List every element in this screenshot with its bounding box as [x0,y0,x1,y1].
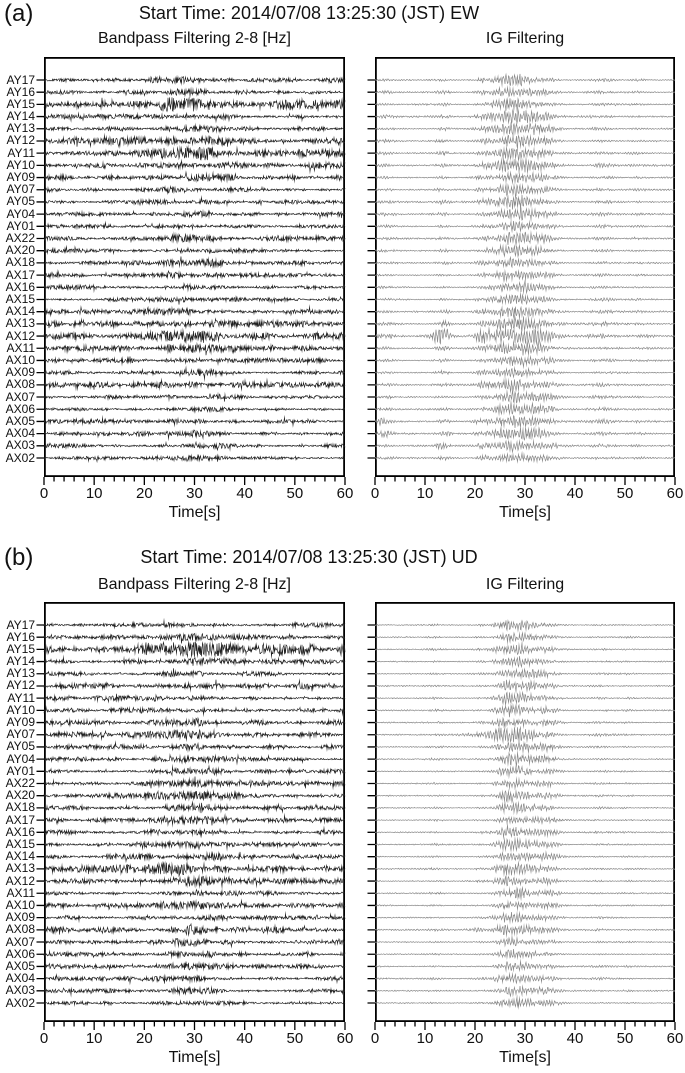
panel-a-ig-xaxis-label: Time[s] [499,504,551,521]
station-label-AX06: AX06 [5,401,35,416]
station-label-AX17: AX17 [5,812,35,827]
station-label-AY12: AY12 [6,678,35,693]
panel-b-label: (b) [4,544,34,571]
station-label-AY01: AY01 [6,763,35,778]
station-label-AY05: AY05 [6,739,35,754]
station-label-AX16: AX16 [5,824,35,839]
station-label-AY15: AY15 [6,641,35,656]
station-label-AX07: AX07 [5,934,35,949]
station-label-AY13: AY13 [6,121,35,136]
station-label-AX11: AX11 [6,340,35,355]
station-label-AX18: AX18 [5,255,35,270]
station-label-AX02: AX02 [5,995,35,1010]
x-tick-label: 20 [135,1030,153,1047]
station-label-AX14: AX14 [5,849,35,864]
seismogram-canvas-panel0-ig [365,57,685,491]
station-label-AY05: AY05 [6,194,35,209]
station-label-AX05: AX05 [5,958,35,973]
station-label-AY09: AY09 [6,715,35,730]
station-label-AY10: AY10 [6,157,35,172]
x-tick-label: 30 [186,1030,203,1047]
station-label-AY13: AY13 [6,666,35,681]
x-tick-label: 30 [186,485,203,502]
station-label-AX18: AX18 [5,800,35,815]
x-tick-label: 40 [236,485,253,502]
station-label-AY01: AY01 [6,218,35,233]
station-label-AY07: AY07 [6,182,35,197]
x-tick-label: 10 [85,485,103,502]
station-label-AY17: AY17 [6,617,35,632]
station-label-AY17: AY17 [6,72,35,87]
station-label-AY12: AY12 [6,133,35,148]
station-label-AX09: AX09 [5,910,35,925]
station-label-AX05: AX05 [5,413,35,428]
x-tick-label: 60 [666,485,684,502]
station-label-AY07: AY07 [6,727,35,742]
station-label-AX04: AX04 [5,971,35,986]
station-label-AY16: AY16 [6,629,35,644]
panel-b-bandpass-xaxis-label: Time[s] [168,1049,221,1066]
x-tick-label: 40 [566,485,584,502]
x-tick-label: 10 [85,1030,103,1047]
x-tick-label: 0 [370,485,380,502]
station-label-AY15: AY15 [6,96,35,111]
x-tick-label: 40 [566,1030,584,1047]
x-tick-label: 10 [416,1030,434,1047]
station-label-AX04: AX04 [5,426,35,441]
station-label-AX17: AX17 [5,267,35,282]
x-tick-label: 50 [286,485,304,502]
station-label-AX10: AX10 [5,897,35,912]
station-label-AY14: AY14 [6,654,35,669]
station-label-AY04: AY04 [6,751,35,766]
station-label-AY16: AY16 [6,84,35,99]
station-label-AX15: AX15 [5,836,35,851]
station-label-AY11: AY11 [7,690,35,705]
seismogram-canvas-panel1-ig [365,602,685,1036]
station-label-AX22: AX22 [5,231,35,246]
x-tick-label: 50 [616,1030,634,1047]
station-label-AX09: AX09 [5,365,35,380]
panel-a-bandpass-title: Bandpass Filtering 2-8 [Hz] [98,30,291,47]
station-label-AX20: AX20 [5,243,35,258]
station-label-AX12: AX12 [5,873,35,888]
station-label-AX20: AX20 [5,788,35,803]
station-label-AX11: AX11 [6,885,35,900]
station-label-AX10: AX10 [5,352,35,367]
x-tick-label: 60 [666,1030,684,1047]
x-tick-label: 10 [416,485,434,502]
x-tick-label: 30 [516,485,534,502]
station-label-AX03: AX03 [5,438,35,453]
station-label-AX03: AX03 [5,983,35,998]
x-tick-label: 50 [616,485,634,502]
station-label-AX14: AX14 [5,304,35,319]
x-tick-label: 30 [516,1030,534,1047]
station-label-AY14: AY14 [6,109,35,124]
station-label-AX13: AX13 [5,316,35,331]
x-tick-label: 40 [236,1030,253,1047]
panel-a-bandpass-xaxis-label: Time[s] [168,504,221,521]
panel-a-ig-title: IG Filtering [485,30,565,47]
station-label-AX13: AX13 [5,861,35,876]
seismogram-canvas-panel0-bandpass [34,57,359,491]
x-tick-label: 60 [336,1030,354,1047]
station-label-AX08: AX08 [5,922,35,937]
station-label-AY04: AY04 [6,206,35,221]
station-label-AX02: AX02 [5,450,35,465]
station-label-AY09: AY09 [6,170,35,185]
x-tick-label: 0 [39,1030,49,1047]
x-tick-label: 0 [370,1030,380,1047]
panel-a-title: Start Time: 2014/07/08 13:25:30 (JST) EW [138,3,480,23]
station-label-AY10: AY10 [6,702,35,717]
x-tick-label: 60 [336,485,354,502]
station-label-AX12: AX12 [5,328,35,343]
panel-b-ig-title: IG Filtering [485,576,565,593]
x-tick-label: 20 [466,1030,484,1047]
panel-b-bandpass-title: Bandpass Filtering 2-8 [Hz] [98,576,291,593]
panel-b-ig-xaxis-label: Time[s] [499,1049,551,1066]
x-tick-label: 20 [466,485,484,502]
station-label-AX16: AX16 [5,279,35,294]
x-tick-label: 20 [135,485,153,502]
station-label-AX22: AX22 [5,776,35,791]
station-label-AX15: AX15 [5,291,35,306]
x-tick-label: 50 [286,1030,304,1047]
station-label-AX06: AX06 [5,946,35,961]
seismogram-canvas-panel1-bandpass [34,602,359,1036]
station-label-AX08: AX08 [5,377,35,392]
station-label-AY11: AY11 [7,145,35,160]
panel-b-title: Start Time: 2014/07/08 13:25:30 (JST) UD [140,547,478,567]
station-label-AX07: AX07 [5,389,35,404]
x-tick-label: 0 [39,485,49,502]
panel-a-label: (a) [4,0,34,27]
